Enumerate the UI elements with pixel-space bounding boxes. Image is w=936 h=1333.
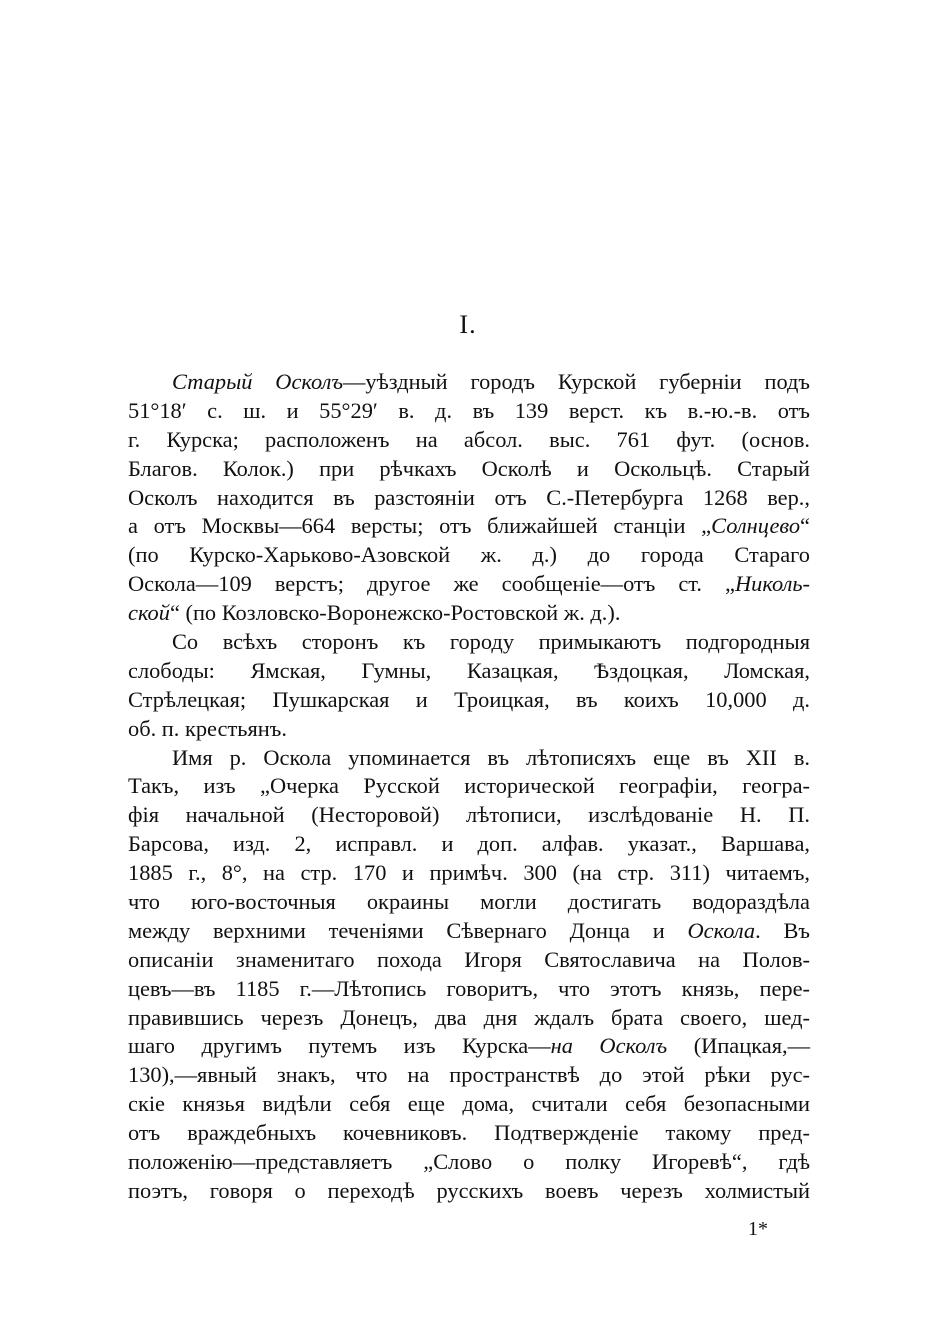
text-line [128,830,810,859]
line-text: 130),—явный знакъ, что на пространствѣ до этой рѣки рус- [128,1062,810,1088]
body-text [128,368,810,1206]
text-line [128,1148,810,1177]
text-line [128,946,810,975]
text-line [128,628,810,657]
text-line [128,801,810,830]
line-text: (Ипацкая,— [667,1033,810,1059]
line-text: правившись черезъ Донецъ, два дня ждалъ брата своего, шед- [128,1004,810,1030]
signature-mark: 1* [748,1218,768,1240]
line-text: “ (по Козловско-Воронежско-Ростовской ж. д.). [169,600,621,626]
text-line [128,1090,810,1119]
line-text: “ [800,513,810,539]
text-line [128,917,810,946]
text-line [128,772,810,801]
line-text: г. Курска; расположенъ на абсол. выс. 761 фут. (основ. [128,426,810,452]
italic-text: Солнцево [711,513,801,539]
line-text: цевъ—въ 1185 г.—Лѣтопись говоритъ, что этотъ князь, пере- [128,975,810,1001]
line-text: 51°18′ с. ш. и 55°29′ в. д. въ 139 верст. къ в.-ю.-в. отъ [128,397,810,423]
italic-text: на Осколъ [550,1033,668,1059]
chapter-number: I. [459,310,477,339]
line-text: Со всѣхъ сторонъ къ городу примыкаютъ подгородныя [172,629,810,655]
line-text: . Въ [755,917,810,943]
text-line [128,599,810,628]
line-text: между верхними теченіями Сѣвернаго Донца и [128,917,688,943]
text-line [128,686,810,715]
line-text: фія начальной (Несторовой) лѣтописи, изслѣдованіе Н. П. [128,802,810,828]
text-line [128,859,810,888]
text-line [128,570,810,599]
text-line [128,512,810,541]
line-text: слободы: Ямская, Гумны, Казацкая, Ѣздоцкая, Ломская, [128,657,810,683]
italic-text: Николь- [734,571,810,597]
line-text: —уѣздный городъ Курской губерніи подъ [343,369,810,394]
text-line [128,368,810,397]
text-line [128,1177,810,1206]
line-text: Осколъ находится въ разстояніи отъ С.-Петербурга 1268 вер., [128,484,810,510]
text-line [128,455,810,484]
italic-text: Оскола [687,917,756,943]
line-text: скіе князья видѣли себя еще дома, считали себя безопасными [128,1091,810,1117]
line-text: об. п. крестьянъ. [128,715,287,741]
line-text: Барсова, изд. 2, исправл. и доп. алфав. указат., Варшава, [128,831,810,857]
line-text: описаніи знаменитаго похода Игоря Святославича на Полов- [128,946,810,972]
text-line [128,426,810,455]
text-line [128,1004,810,1033]
line-text: что юго-восточныя окраины могли достигать водораздѣла [128,889,810,915]
text-line [128,541,810,570]
line-text: Благов. Колок.) при рѣчкахъ Осколѣ и Оскольцѣ. Старый [128,455,810,481]
line-text: Такъ, изъ „Очерка Русской исторической географіи, геогра- [128,773,810,799]
line-text: поэтъ, говоря о переходѣ русскихъ воевъ черезъ холмистый [128,1177,810,1203]
text-line [128,657,810,686]
text-line [128,975,810,1004]
text-line [128,1119,810,1148]
text-line [128,1032,810,1061]
line-text: Стрѣлецкая; Пушкарская и Троицкая, въ коихъ 10,000 д. [128,686,810,712]
text-line [128,744,810,773]
line-text: (по Курско-Харьково-Азовской ж. д.) до города Стараго [128,542,810,568]
text-line [128,1061,810,1090]
line-text: положенію—представляетъ „Слово о полку Игоревѣ“, гдѣ [128,1149,810,1175]
line-text: Имя р. Оскола упоминается въ лѣтописяхъ еще въ XII в. [172,744,810,770]
line-text: шаго другимъ путемъ изъ Курска— [128,1033,551,1059]
line-text: отъ враждебныхъ кочевниковъ. Подтвержденіе такому пред- [128,1120,810,1146]
italic-text: ской [128,600,170,626]
text-line [128,888,810,917]
text-line [128,715,810,744]
italic-text: Старый Осколъ [172,369,344,394]
line-text: 1885 г., 8°, на стр. 170 и примѣч. 300 (на стр. 311) читаемъ, [128,860,810,886]
text-line [128,484,810,513]
line-text: Оскола—109 верстъ; другое же сообщеніе—отъ ст. „ [128,571,735,597]
text-line [128,397,810,426]
line-text: а отъ Москвы—664 версты; отъ ближайшей станціи „ [128,513,712,539]
